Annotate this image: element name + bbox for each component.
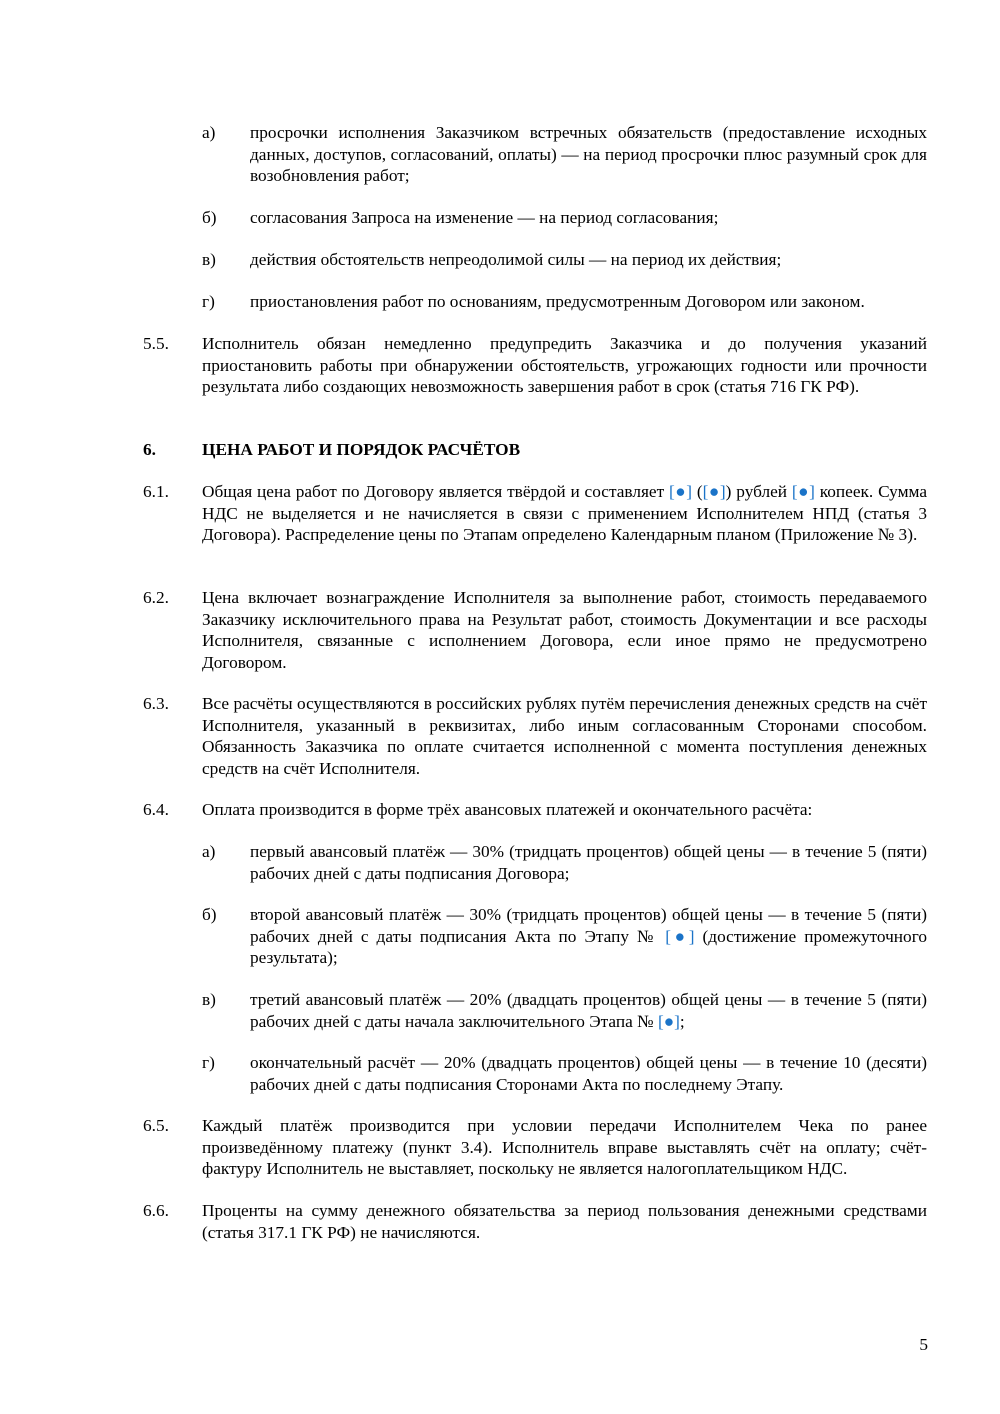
clause-number: 6.2. — [143, 588, 169, 607]
clause-text: Исполнитель обязан немедленно предупредить Заказчика и до получения указаний приостановить работы при обнаружении обстоятельств, угрожающих годности или прочности результата либо создающих невозможность завершения работ в срок (статья 716 ГК РФ). — [202, 334, 927, 396]
payment-item-v — [202, 989, 927, 1032]
list-item-label: г) — [202, 292, 215, 311]
list-item-text: действия обстоятельств непреодолимой силы — на период их действия; — [250, 250, 782, 269]
clause-6-5 — [143, 1115, 927, 1180]
placeholder-stage-number: [●] — [665, 926, 695, 946]
clause-6-1 — [143, 481, 927, 567]
list-item-text: (достижение промежуточного результата); — [250, 926, 927, 967]
clause-number: 5.5. — [143, 334, 169, 353]
clause-text-part: ) рублей — [725, 482, 792, 501]
page-content — [143, 122, 927, 1243]
clause-text: Проценты на сумму денежного обязательства за период пользования денежными средствами (статья 317.1 ГК РФ) не начисляются. — [202, 1201, 927, 1242]
payment-item-g — [202, 1052, 927, 1095]
list-item-label: а) — [202, 842, 216, 861]
list-item-text: просрочки исполнения Заказчиком встречных обязательств (предоставление исходных данных, доступов, согласований, оплаты) — на период просрочки плюс разумный срок для возобновления работ; — [250, 123, 927, 185]
clause-text: Оплата производится в форме трёх авансовых платежей и окончательного расчёта: — [202, 800, 813, 819]
clause-6-6 — [143, 1200, 927, 1243]
clause-number: 6.5. — [143, 1116, 169, 1135]
clause-5-5 — [143, 333, 927, 419]
clause-number: 6.4. — [143, 800, 169, 819]
list-item-text: второй авансовый платёж — 30% (тридцать процентов) общей цены — в течение 5 (пяти) рабочих дней с даты подписания Акта по Этапу № — [250, 905, 927, 946]
payment-item-b — [202, 904, 927, 969]
list-item-label: г) — [202, 1053, 215, 1072]
list-item-continuation-v — [202, 249, 927, 271]
list-item-text: третий авансовый платёж — 20% (двадцать процентов) общей цены — в течение 5 (пяти) рабочих дней с даты начала заключительного Этапа № — [250, 990, 927, 1031]
section-heading-6 — [143, 439, 927, 461]
placeholder-amount-words: [●] — [702, 482, 726, 501]
clause-text: Каждый платёж производится при условии передачи Исполнителем Чека по ранее произведённому платежу (пункт 3.4). Исполнитель вправе выставлять счёт на оплату; счёт-фактуру Исполнитель не выставляет, поскольку не является налогоплательщиком НДС. — [202, 1116, 927, 1178]
clause-6-3 — [143, 693, 927, 779]
list-item-text: окончательный расчёт — 20% (двадцать процентов) общей цены — в течение 10 (десяти) рабочих дней с даты подписания Сторонами Акта по последнему Этапу. — [250, 1053, 927, 1094]
placeholder-final-stage-number: [●] — [657, 1011, 680, 1031]
section-number: 6. — [143, 440, 156, 459]
placeholder-kopecks: [●] — [791, 482, 815, 501]
page-number: 5 — [919, 1335, 928, 1354]
list-item-text: первый авансовый платёж — 30% (тридцать процентов) общей цены — в течение 5 (пяти) рабочих дней с даты подписания Договора; — [250, 842, 927, 883]
clause-6-2 — [143, 587, 927, 673]
section-title: ЦЕНА РАБОТ И ПОРЯДОК РАСЧЁТОВ — [202, 440, 521, 459]
clause-6-4 — [143, 799, 927, 821]
clause-text-part: Общая цена работ по Договору является твёрдой и составляет — [202, 482, 669, 501]
clause-number: 6.3. — [143, 694, 169, 713]
clause-number: 6.1. — [143, 482, 169, 501]
list-item-label: в) — [202, 990, 216, 1009]
list-item-continuation-a — [202, 122, 927, 187]
list-item-label: а) — [202, 123, 216, 142]
clause-text-part: копеек. Сумма НДС не выделяется и не начисляется в связи с применением Исполнителем НПД (статья 3 Договора). Распределение цены по Этапам определено Календарным планом (Приложение № 3). — [202, 482, 928, 544]
placeholder-amount-digits: [●] — [668, 482, 693, 501]
list-item-label: в) — [202, 250, 216, 269]
list-item-label: б) — [202, 905, 217, 924]
list-item-text: приостановления работ по основаниям, предусмотренным Договором или законом. — [250, 292, 865, 311]
clause-text: Все расчёты осуществляются в российских рублях путём перечисления денежных средств на счёт Исполнителя, указанный в реквизитах, либо иным согласованным Сторонами способом. Обязанность Заказчика по оплате считается исполненной с момента поступления денежных средств на счёт Исполнителя. — [202, 694, 927, 778]
clause-text-part: ( — [692, 482, 703, 501]
list-item-label: б) — [202, 208, 217, 227]
clause-text: Цена включает вознаграждение Исполнителя за выполнение работ, стоимость передаваемого Заказчику исключительного права на Результат работ, стоимость Документации и все расходы Исполнителя, связанные с исполнением Договора, если иное прямо не предусмотрено Договором. — [202, 588, 927, 672]
payment-item-a — [202, 841, 927, 884]
list-item-text: ; — [679, 1011, 685, 1031]
list-item-continuation-g — [202, 291, 927, 313]
clause-number: 6.6. — [143, 1201, 169, 1220]
list-item-text: согласования Запроса на изменение — на период согласования; — [250, 208, 719, 227]
list-item-continuation-b — [202, 207, 927, 229]
